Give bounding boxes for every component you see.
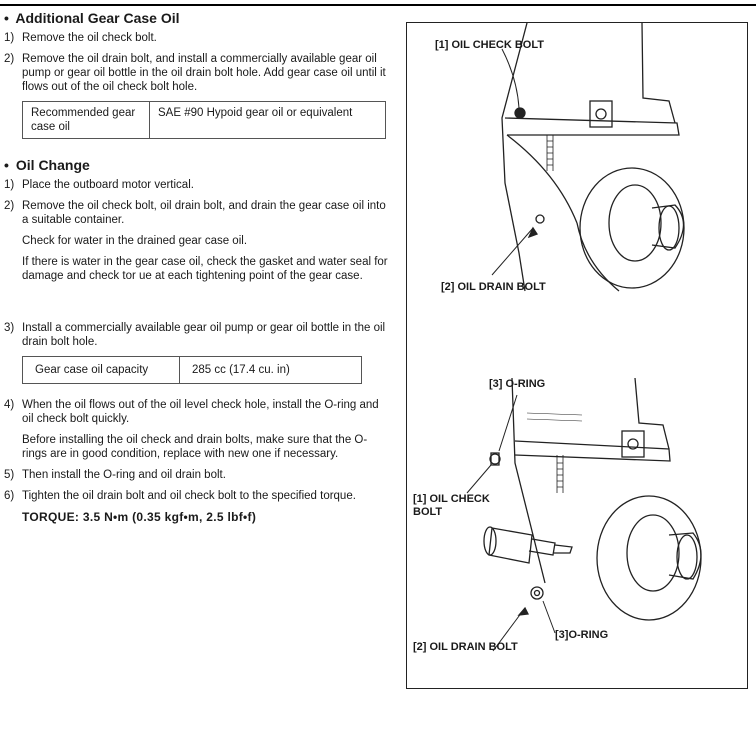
top-gear-case-drawing	[492, 23, 684, 291]
instructions-column	[4, 10, 388, 524]
bullet-icon: •	[4, 10, 9, 26]
step-install-check-bolt: 4) When the oil flows out of the oil level check hole, install the O-ring and oil check bolt quickly.	[4, 399, 379, 425]
gear-case-figure	[406, 22, 748, 689]
heading-additional-oil: • Additional Gear Case Oil	[4, 10, 180, 26]
recommended-oil-table	[22, 101, 386, 139]
step-install-pump: 3) Install a commercially available gear oil pump or gear oil bottle in the oil drain bolt hole.	[4, 322, 386, 348]
bottom-gear-case-drawing	[467, 378, 701, 651]
label-bottom-o-ring: [3]O-RING	[555, 629, 609, 641]
bullet-icon: •	[4, 157, 9, 173]
note-check-water: Check for water in the drained gear case oil.	[22, 235, 248, 247]
label-top-oil-check-bolt: [1] OIL CHECK BOLT	[435, 39, 544, 51]
gear-case-illustration	[407, 23, 747, 688]
note-water-found: If there is water in the gear case oil, check the gasket and water seal for damage and check tor ue at each tightening point of the gear case.	[22, 256, 388, 282]
capacity-label: Gear case oil capacity	[23, 357, 180, 384]
torque-spec: TORQUE: 3.5 N•m (0.35 kgf•m, 2.5 lbf•f)	[22, 510, 257, 524]
step-remove-check-bolt: 1) Remove the oil check bolt.	[4, 32, 157, 44]
capacity-value: 285 cc (17.4 cu. in)	[180, 357, 362, 384]
label-top-o-ring: [3] O-RING	[489, 378, 546, 390]
top-rule	[0, 4, 756, 6]
step-drain-oil: 2) Remove the oil check bolt, oil drain bolt, and drain the gear case oil into a suitable container.	[4, 200, 386, 226]
step-tighten-bolts: 6) Tighten the oil drain bolt and oil check bolt to the specified torque.	[4, 490, 356, 502]
table-value: SAE #90 Hypoid gear oil or equivalent	[150, 102, 386, 139]
note-orings: Before installing the oil check and drain bolts, make sure that the O-rings are in good condition, replace with new one if necessary.	[22, 434, 368, 460]
step-remove-drain-bolt: 2) Remove the oil drain bolt, and install a commercially available gear oil pump or gear oil bottle in the oil drain bolt hole. Add gear case oil until it flows out of the oil check bolt hole.	[4, 53, 386, 93]
heading-oil-change: • Oil Change	[4, 157, 90, 173]
table-label: Recommended gear case oil	[23, 102, 150, 139]
step-install-drain-bolt: 5) Then install the O-ring and oil drain bolt.	[4, 469, 226, 481]
label-oil-drain-bolt: [2] OIL DRAIN BOLT	[413, 641, 518, 653]
capacity-table	[22, 356, 362, 384]
step-place-vertical: 1) Place the outboard motor vertical.	[4, 179, 194, 191]
label-top-oil-drain-bolt: [2] OIL DRAIN BOLT	[441, 281, 546, 293]
label-oil-check-bolt: [1] OIL CHECK BOLT	[413, 493, 490, 518]
